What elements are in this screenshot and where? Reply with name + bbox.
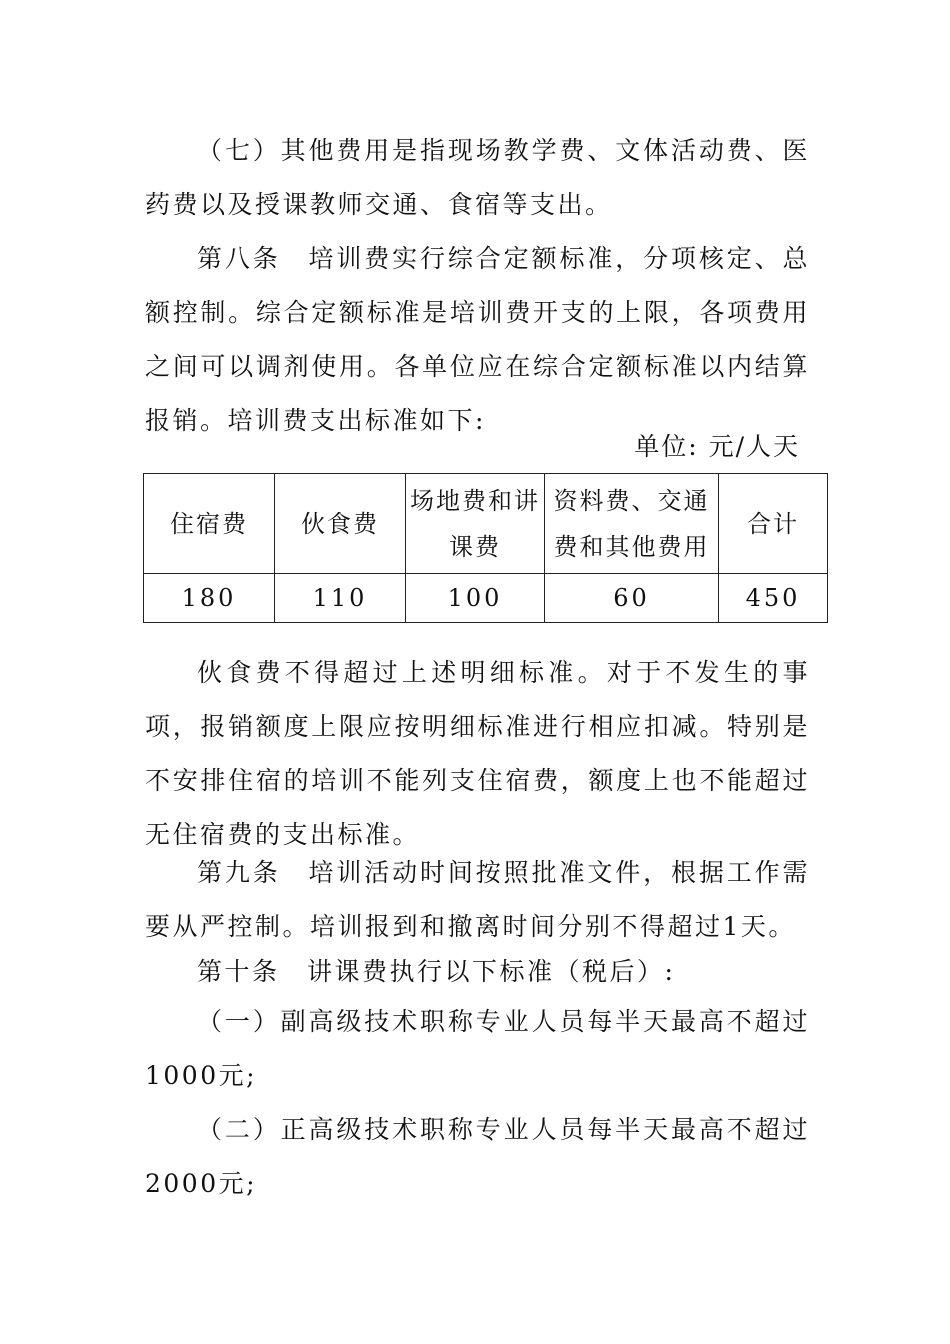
unit-label: 单位: 元/人天 [634,432,800,461]
header-materials-transport-other: 资料费、交通费和其他费用 [545,474,719,574]
header-venue-lecture: 场地费和讲课费 [406,474,545,574]
value-meals: 110 [275,574,406,623]
paragraph-meal-limit: 伙食费不得超过上述明细标准。对于不发生的事项，报销额度上限应按明细标准进行相应扣减。特别是不安排住宿的培训不能列支住宿费，额度上也不能超过无住宿费的支出标准。 [145,658,810,849]
header-accommodation: 住宿费 [144,474,275,574]
value-materials-transport-other: 60 [545,574,719,623]
paragraph-associate-senior: （一）副高级技术职称专业人员每半天最高不超过1000元; [145,1007,810,1090]
table-row [144,574,828,623]
header-meals: 伙食费 [275,474,406,574]
paragraph-article-10: 第十条 讲课费执行以下标准（税后）: [197,957,676,986]
table-header-row [144,474,828,574]
value-accommodation: 180 [144,574,275,623]
value-venue-lecture: 100 [406,574,545,623]
fee-standard-table [143,473,828,623]
header-total: 合计 [719,474,828,574]
paragraph-other-expenses: （七）其他费用是指现场教学费、文体活动费、医药费以及授课教师交通、食宿等支出。 [145,136,810,219]
value-total: 450 [719,574,828,623]
paragraph-full-senior: （二）正高级技术职称专业人员每半天最高不超过2000元; [145,1115,810,1198]
paragraph-article-9: 第九条 培训活动时间按照批准文件，根据工作需要从严控制。培训报到和撤离时间分别不得超过1天。 [145,858,810,941]
paragraph-article-8: 第八条 培训费实行综合定额标准，分项核定、总额控制。综合定额标准是培训费开支的上限，各项费用之间可以调剂使用。各单位应在综合定额标准以内结算报销。培训费支出标准如下: [145,244,810,435]
